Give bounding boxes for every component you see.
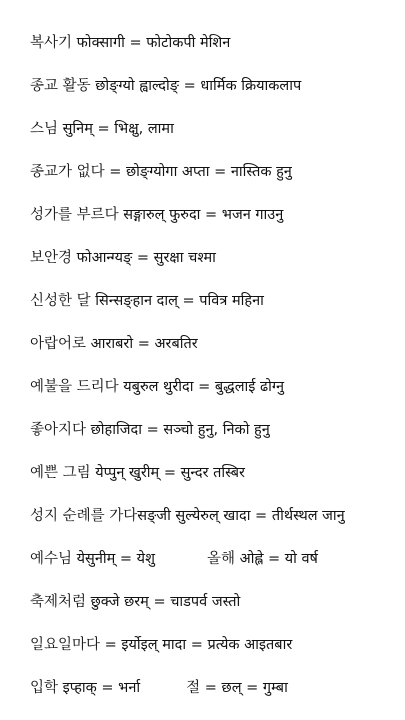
vocab-text: 성지 순례를 가다सङ्जी सुल्येरुल् खादा = तीर्थस्थल जानु [30,508,345,525]
vocab-text-left: 입학 इप्हाक् = भर्ना [30,680,141,697]
vocab-row [30,366,400,409]
vocab-row-pair [30,667,400,710]
vocab-text-right: 올해 ओह्ले = यो वर्ष [206,551,318,568]
vocab-text: 아랍어로 आराबरो = अरबतिर [30,336,198,353]
vocab-row [30,409,400,452]
vocab-row [30,237,400,280]
vocab-row [30,624,400,667]
vocab-row [30,495,400,538]
vocab-row [30,151,400,194]
vocab-text: 축제처럼 छुक्जे छरम् = चाडपर्व जस्तो [30,594,241,611]
vocab-text: 성가를 부르다 सङ्गारुल् फुरुदा = भजन गाउनु [30,207,284,224]
vocab-text: 복사기 फोक्सागी = फोटोकपी मेशिन [30,35,231,52]
vocab-row [30,108,400,151]
vocabulary-list [30,22,400,710]
vocab-text-left: 예수님 येसुनीम् = येशु [30,551,155,568]
vocab-text: 신성한 달 सिन्सङ्हान दाल् = पवित्र महिना [30,293,264,310]
vocab-text: 좋아지다 छोहाजिदा = सञ्चो हुनु, निको हुनु [30,422,270,439]
vocab-text: 종교가 없다 = छोङ्ग्योगा अप्ता = नास्तिक हुनु [30,164,292,181]
vocab-text-right: 절 = छल् = गुम्बा [186,680,288,697]
vocab-text: 스님 सुनिम् = भिक्षु, लामा [30,121,174,138]
vocab-text: 종교 활동 छोङ्ग्यो ह्वाल्दोङ् = धार्मिक क्रियाकलाप [30,78,302,95]
vocab-text: 일요일마다 = इर्योइल् मादा = प्रत्येक आइतबार [30,637,293,654]
vocab-row [30,194,400,237]
vocab-text: 보안경 फोआन्ग्यङ् = सुरक्षा चश्मा [30,250,216,267]
vocab-row-pair [30,538,400,581]
vocab-row [30,22,400,65]
vocab-row [30,323,400,366]
vocab-row [30,452,400,495]
vocab-text: 예쁜 그림 येप्पुन् खुरीम् = सुन्दर तस्बिर [30,465,245,482]
vocab-row [30,280,400,323]
vocab-row [30,581,400,624]
vocab-text: 예불을 드리다 यबुरुल थुरीदा = बुद्धलाई ढोग्नु [30,379,285,396]
vocab-row [30,65,400,108]
